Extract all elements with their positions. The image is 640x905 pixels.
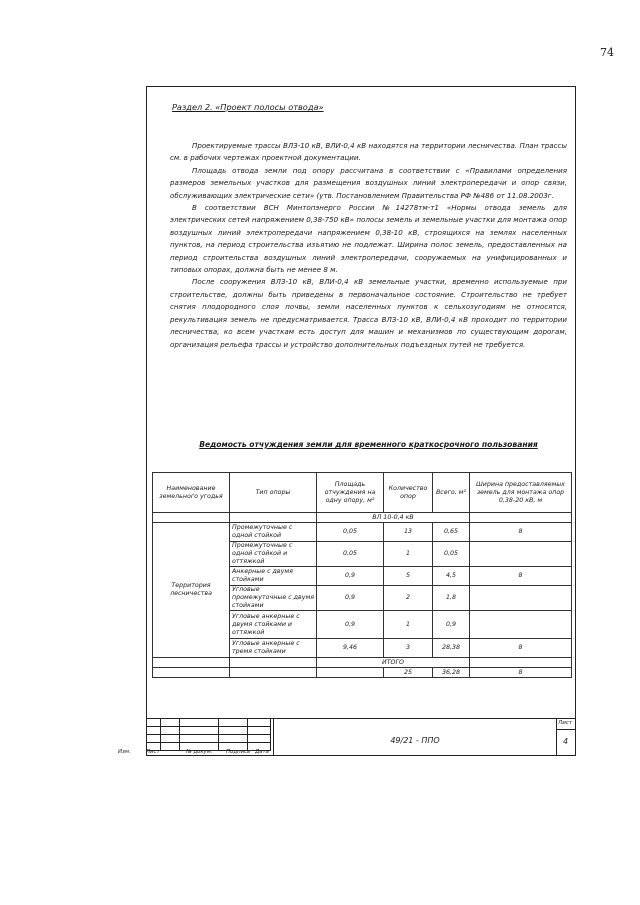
table-header-row — [153, 473, 572, 513]
table-row: Территория лесничества Промежуточные с одной стойкой 0,05 13 0,65 8 — [153, 523, 572, 542]
sheet-divider — [556, 729, 576, 730]
header-pole-type: Тип опоры — [230, 473, 317, 513]
stamp-caption-signature: Подпись — [226, 749, 251, 755]
body-text — [170, 140, 567, 351]
stamp-caption-change: Изм. — [118, 749, 131, 755]
header-count: Количество опор — [384, 473, 433, 513]
total-area: 36,28 — [433, 668, 470, 678]
total-width: 8 — [470, 668, 572, 678]
title-block-grid — [146, 718, 271, 751]
header-area: Площадь отчуждения на одну опору, м² — [317, 473, 384, 513]
document-code: 49/21 - ППО — [390, 736, 440, 745]
table-row: Угловые анкерные с тремя стойками 9,46 3 28,38 8 — [153, 639, 572, 658]
table-title: Ведомость отчуждения земли для временного краткосрочного пользования — [199, 440, 538, 449]
sheet-label: Лист — [558, 720, 573, 726]
header-total: Всего, м² — [433, 473, 470, 513]
sheet-number: 4 — [563, 737, 569, 746]
page-number: 74 — [600, 46, 614, 59]
stamp-caption-date: Дата — [255, 749, 269, 755]
header-width: Ширина предоставляемых земель для монтажа опор 0,38-20 кВ, м — [470, 473, 572, 513]
paragraph-2: Площадь отвода земли под опору рассчитана в соответствии с «Правилами определения размеров земельных участков для размещения воздушных линий электропередачи и опор связи, обслуживающих электрические сети» (утв. Постановлением Правительства РФ №486 от 11.08.2003г. — [170, 165, 567, 200]
stamp-caption-sheet: Лист — [146, 749, 160, 755]
stamp-caption-docnum: № докум. — [186, 749, 213, 755]
total-count: 25 — [384, 668, 433, 678]
section-title: Раздел 2. «Проект полосы отвода» — [172, 102, 324, 112]
table-total-label-row — [153, 658, 572, 668]
paragraph-1: Проектируемые трассы ВЛЗ-10 кВ, ВЛИ-0,4 кВ находятся на территории лесничества. План трассы см. в рабочих чертежах проектной документации. — [170, 141, 567, 163]
table-row: Анкерные с двумя стойками 0,9 5 4,5 8 — [153, 567, 572, 586]
paragraph-4: После сооружения ВЛЗ-10 кВ, ВЛИ-0,4 кВ земельные участки, временно используемые при строительстве, должны быть приведены в первоначальное состояние. Строительство не требует снятия плодородного слоя почвы, земли населенных пунктов к сельхозугодиям не относятся, рекультивация земель не предусматривается. Трасса ВЛЗ-10 кВ, ВЛИ-0,4 кВ проходит по территории лесничества, ко всем участкам есть доступ для машин и механизмов по существующим дорогам, организация рельефа трассы и устройство дополнительных подъездных путей не требуется. — [170, 277, 567, 349]
paragraph-3: В соответствии ВСН Минтопэнерго России №14278тм-т1 «Нормы отвода земель для электрических сетей напряжением 0,38-750 кВ» полосы земель и земельные участки для монтажа опор воздушных линий электропередачи напряжением 0,38-10 кВ, строящихся на землях населенных пунктов, на период строительства изъятию не подлежат. Ширина полос земель, предоставленных на период строительства воздушных линий электропередачи, сооружаемых на унифицированных и типовых опорах, должна быть не менее 8 м. — [170, 203, 567, 275]
table-row: Промежуточные с одной стойкой и оттяжкой 0,05 1 0,05 — [153, 542, 572, 567]
land-type-cell: Территория лесничества — [153, 523, 230, 658]
table-row: Угловые анкерные с двумя стойками и оттяжкой 0,9 1 0,9 — [153, 611, 572, 639]
subheader-voltage: ВЛ 10-0,4 кВ — [317, 513, 470, 523]
table-total-row — [153, 668, 572, 678]
table-subheader-row — [153, 513, 572, 523]
header-land: Наименование земельного угодья — [153, 473, 230, 513]
table-row: Угловые промежуточные с двумя стойками 0,9 2 1,8 — [153, 586, 572, 611]
total-label: ИТОГО — [317, 658, 470, 668]
title-block-divider — [273, 718, 274, 756]
land-allocation-table — [152, 472, 572, 678]
title-block-top-line — [146, 718, 576, 719]
